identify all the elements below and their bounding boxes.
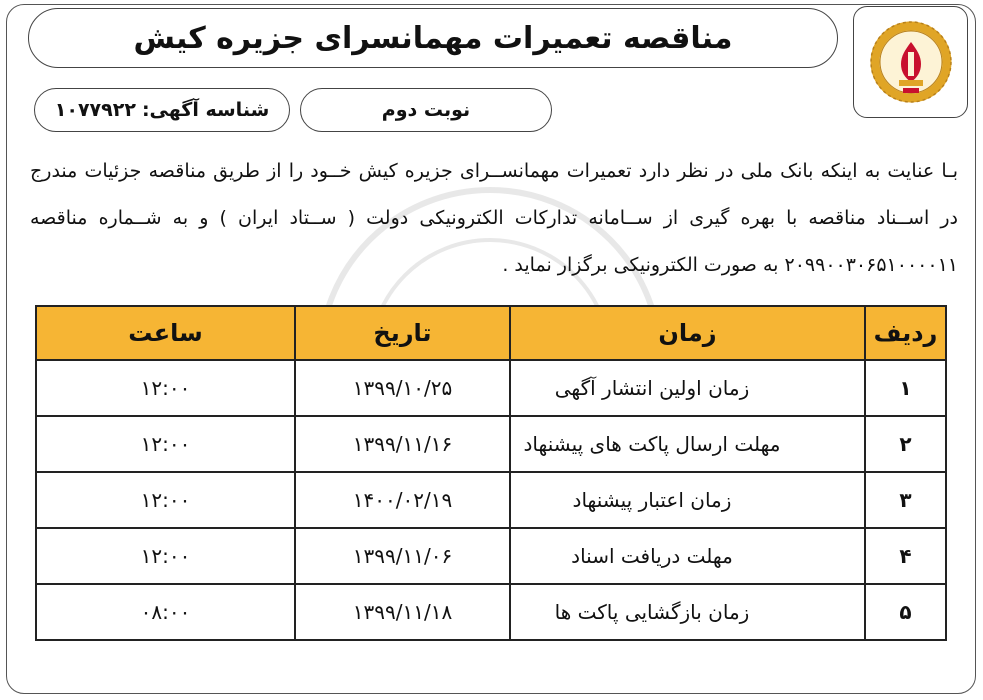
table-row [36, 360, 946, 416]
table-row [36, 584, 946, 640]
row-time: ۰۸:۰۰ [36, 584, 295, 640]
row-event: زمان اولین انتشار آگهی [510, 360, 865, 416]
schedule-table [35, 305, 947, 641]
row-index: ۱ [865, 360, 946, 416]
row-index: ۲ [865, 416, 946, 472]
row-event: مهلت دریافت اسناد [510, 528, 865, 584]
table-header-row [36, 306, 946, 360]
logo-container [853, 6, 968, 118]
row-date: ۱۳۹۹/۱۱/۱۸ [295, 584, 510, 640]
tender-round-text: نوبت دوم [381, 99, 471, 121]
title-text: مناقصه تعمیرات مهمانسرای جزیره کیش [133, 20, 733, 56]
ad-id-value: ۱۰۷۷۹۲۲ [54, 99, 136, 121]
table-row [36, 472, 946, 528]
row-time: ۱۲:۰۰ [36, 528, 295, 584]
header-event: زمان [510, 306, 865, 360]
ad-id-badge [34, 88, 290, 132]
tender-description: بـا عنایت به اینکه بانک ملی در نظر دارد تعمیرات مهمانســرای جزیره کیش خــود را از طریق مناقصه جزئیات مندرج در اســناد مناقصه با بهره گیری از ســامانه تدارکات الکترونیکی دولت ( ســتاد ایران ) و به شــماره مناقصه ۲۰۹۹۰۰۳۰۶۵۱۰۰۰۰۱۱ به صورت الکترونیکی برگزار نماید . [30, 160, 958, 276]
page-title [28, 8, 838, 68]
row-time: ۱۲:۰۰ [36, 360, 295, 416]
row-event: زمان بازگشایی پاکت ها [510, 584, 865, 640]
header-date: تاریخ [295, 306, 510, 360]
bank-melli-logo-icon [869, 16, 953, 108]
row-event: مهلت ارسال پاکت های پیشنهاد [510, 416, 865, 472]
row-date: ۱۳۹۹/۱۰/۲۵ [295, 360, 510, 416]
row-time: ۱۲:۰۰ [36, 472, 295, 528]
header-time: ساعت [36, 306, 295, 360]
row-index: ۳ [865, 472, 946, 528]
row-time: ۱۲:۰۰ [36, 416, 295, 472]
table-row [36, 416, 946, 472]
row-date: ۱۳۹۹/۱۱/۰۶ [295, 528, 510, 584]
row-event: زمان اعتبار پیشنهاد [510, 472, 865, 528]
row-index: ۵ [865, 584, 946, 640]
ad-id-label: شناسه آگهی: [141, 99, 270, 121]
header-index: ردیف [865, 306, 946, 360]
row-index: ۴ [865, 528, 946, 584]
row-date: ۱۴۰۰/۰۲/۱۹ [295, 472, 510, 528]
row-date: ۱۳۹۹/۱۱/۱۶ [295, 416, 510, 472]
table-row [36, 528, 946, 584]
tender-round-badge [300, 88, 552, 132]
